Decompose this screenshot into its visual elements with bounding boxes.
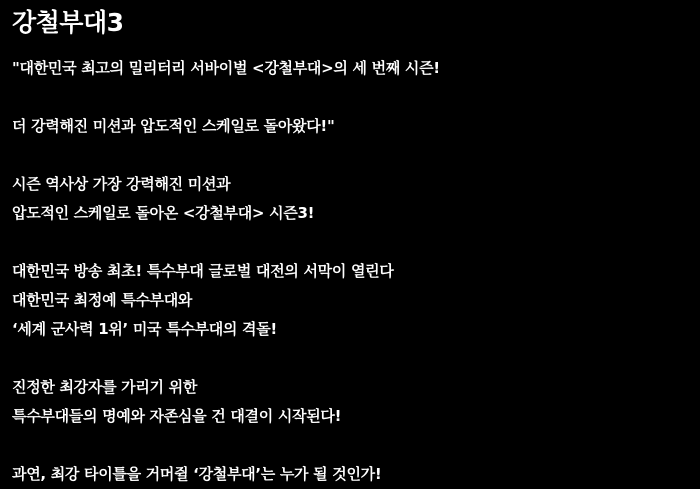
blank-line [12,431,688,460]
blank-line [12,83,688,112]
description-block [12,54,688,489]
blank-line [12,141,688,170]
blank-line [12,228,688,257]
description-line: 과연, 최강 타이틀을 거머쥘 ‘강철부대’는 누가 될 것인가! [12,465,382,483]
description-line: 진정한 최강자를 가리기 위한 [12,378,198,396]
description-line: ‘세계 군사력 1위’ 미국 특수부대의 격돌! [12,320,277,338]
description-line: 더 강력해진 미션과 압도적인 스케일로 돌아왔다!" [12,117,335,135]
page-title: 강철부대3 [12,8,124,37]
description-line: 압도적인 스케일로 돌아온 <강철부대> 시즌3! [12,204,315,222]
description-line: 대한민국 방송 최초! 특수부대 글로벌 대전의 서막이 열린다 [12,262,394,280]
description-line: 특수부대들의 명예와 자존심을 건 대결이 시작된다! [12,407,342,425]
description-line: 시즌 역사상 가장 강력해진 미션과 [12,175,231,193]
description-line: "대한민국 최고의 밀리터리 서바이벌 <강철부대>의 세 번째 시즌! [12,59,440,77]
description-line: 대한민국 최정예 특수부대와 [12,291,193,309]
blank-line [12,344,688,373]
